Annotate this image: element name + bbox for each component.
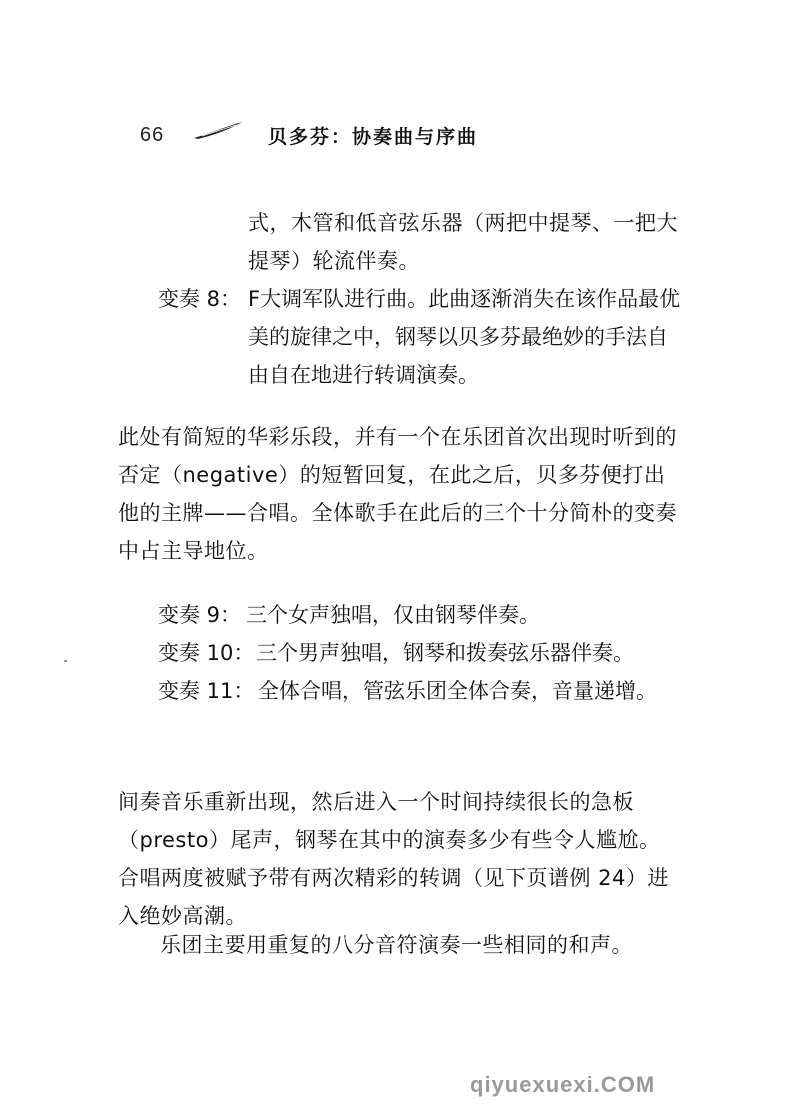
variation-10-text: 三个男声独唱，钢琴和拨奏弦乐器伴奏。	[256, 641, 634, 665]
running-title: 贝多芬：协奏曲与序曲	[268, 126, 479, 148]
variation-11-text: 全体合唱，管弦乐团全体合奏，音量递增。	[258, 679, 657, 703]
paragraph-orchestra: 乐团主要用重复的八分音符演奏一些相同的和声。	[160, 933, 633, 957]
scan-speck	[64, 660, 67, 662]
quill-ornament-icon	[192, 120, 244, 142]
variation-8-text: F大调军队进行曲。此曲逐渐消失在该作品最优美的旋律之中，钢琴以贝多芬最绝妙的手法自由自在地进行转调演奏。	[248, 287, 681, 387]
paragraph-cadenza: 此处有简短的华彩乐段，并有一个在乐团首次出现时听到的否定（negative）的短暂回复，在此之后，贝多芬便打出他的主牌——合唱。全体歌手在此后的三个十分简朴的变奏中占主导地位。	[118, 425, 677, 563]
page-number: 66	[140, 124, 165, 146]
variation-9-label: 变奏 9：	[158, 603, 242, 627]
variation-11-label: 变奏 11：	[158, 679, 255, 703]
variation-10-label: 变奏 10：	[158, 641, 255, 665]
watermark: qiyuexuexi.COM	[470, 1072, 656, 1097]
continuation-text: 式，木管和低音弦乐器（两把中提琴、一把大提琴）轮流伴奏。	[248, 211, 678, 273]
paragraph-presto: 间奏音乐重新出现，然后进入一个时间持续很长的急板（presto）尾声，钢琴在其中的演奏多少有些令人尴尬。合唱两度被赋予带有两次精彩的转调（见下页谱例 24）进入绝妙高潮。	[118, 790, 669, 928]
variation-9-text: 三个女声独唱，仅由钢琴伴奏。	[246, 603, 540, 627]
variation-8-label: 变奏 8：	[158, 287, 242, 311]
